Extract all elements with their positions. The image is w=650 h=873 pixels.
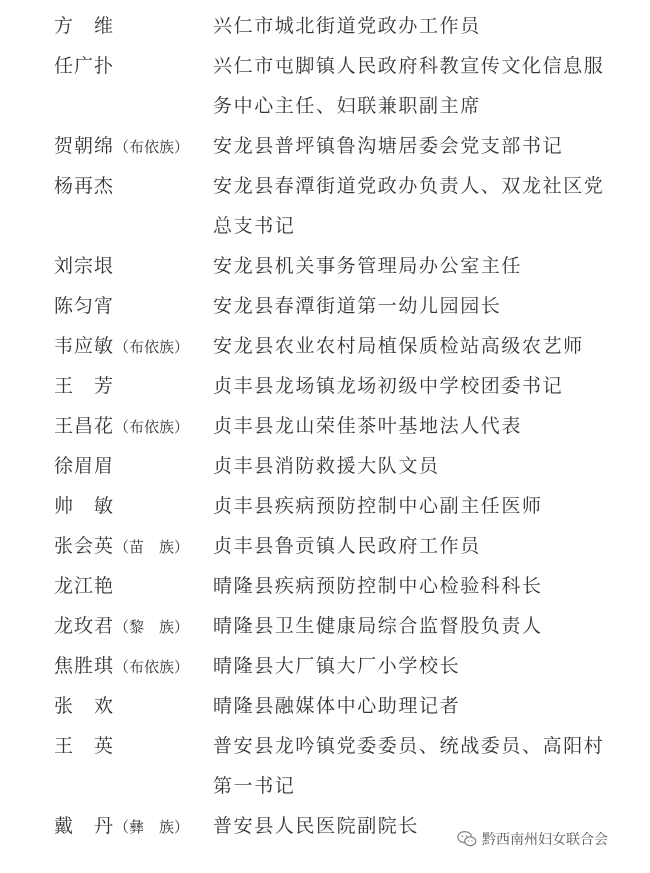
- member-description: 安龙县农业农村局植保质检站高级农艺师: [213, 335, 584, 357]
- member-name: 陈匀宵: [54, 295, 115, 317]
- member-description: 晴隆县融媒体中心助理记者: [213, 695, 461, 717]
- member-description: 贞丰县疾病预防控制中心副主任医师: [213, 495, 543, 517]
- member-name: 贺朝绵（布依族）: [54, 135, 190, 157]
- member-name: 张会英（苗 族）: [54, 535, 190, 557]
- member-description: 安龙县普坪镇鲁沟塘居委会党支部书记: [213, 135, 564, 157]
- member-name: 刘宗垠: [54, 255, 115, 277]
- member-name: 王 英: [54, 735, 115, 757]
- member-name: 龙玫君（黎 族）: [54, 615, 190, 637]
- member-description: 晴隆县大厂镇大厂小学校长: [213, 655, 461, 677]
- member-name: 帅 敏: [54, 495, 115, 517]
- member-description: 贞丰县消防救援大队文员: [213, 455, 440, 477]
- member-name: 张 欢: [54, 695, 115, 717]
- member-name: 杨再杰: [54, 175, 115, 197]
- member-description: 安龙县春潭街道党政办负责人、双龙社区党总支书记: [213, 175, 605, 237]
- member-name: 焦胜琪（布依族）: [54, 655, 190, 677]
- watermark-text: 黔西南州妇女联合会: [482, 832, 608, 848]
- member-name: 徐眉眉: [54, 455, 115, 477]
- member-description: 安龙县春潭街道第一幼儿园园长: [213, 295, 502, 317]
- member-name: 戴 丹（彝 族）: [54, 815, 190, 837]
- wechat-icon: [456, 828, 478, 850]
- member-description: 贞丰县鲁贡镇人民政府工作员: [213, 535, 481, 557]
- member-description: 兴仁市屯脚镇人民政府科教宣传文化信息服务中心主任、妇联兼职副主席: [213, 55, 605, 117]
- member-description: 兴仁市城北街道党政办工作员: [213, 15, 481, 37]
- member-name: 王昌花（布依族）: [54, 415, 190, 437]
- member-name: 方 维: [54, 15, 115, 37]
- member-description: 晴隆县卫生健康局综合监督股负责人: [213, 615, 543, 637]
- member-description: 普安县人民医院副院长: [213, 815, 420, 837]
- member-name: 龙江艳: [54, 575, 115, 597]
- member-description: 安龙县机关事务管理局办公室主任: [213, 255, 523, 277]
- member-description: 贞丰县龙场镇龙场初级中学校团委书记: [213, 375, 564, 397]
- member-name: 任广扑: [54, 55, 115, 77]
- member-description: 普安县龙吟镇党委委员、统战委员、高阳村第一书记: [213, 735, 605, 797]
- member-name: 王 芳: [54, 375, 115, 397]
- member-description: 晴隆县疾病预防控制中心检验科科长: [213, 575, 543, 597]
- member-name: 韦应敏（布依族）: [54, 335, 190, 357]
- member-description: 贞丰县龙山荣佳茶叶基地法人代表: [213, 415, 523, 437]
- watermark: [456, 828, 608, 850]
